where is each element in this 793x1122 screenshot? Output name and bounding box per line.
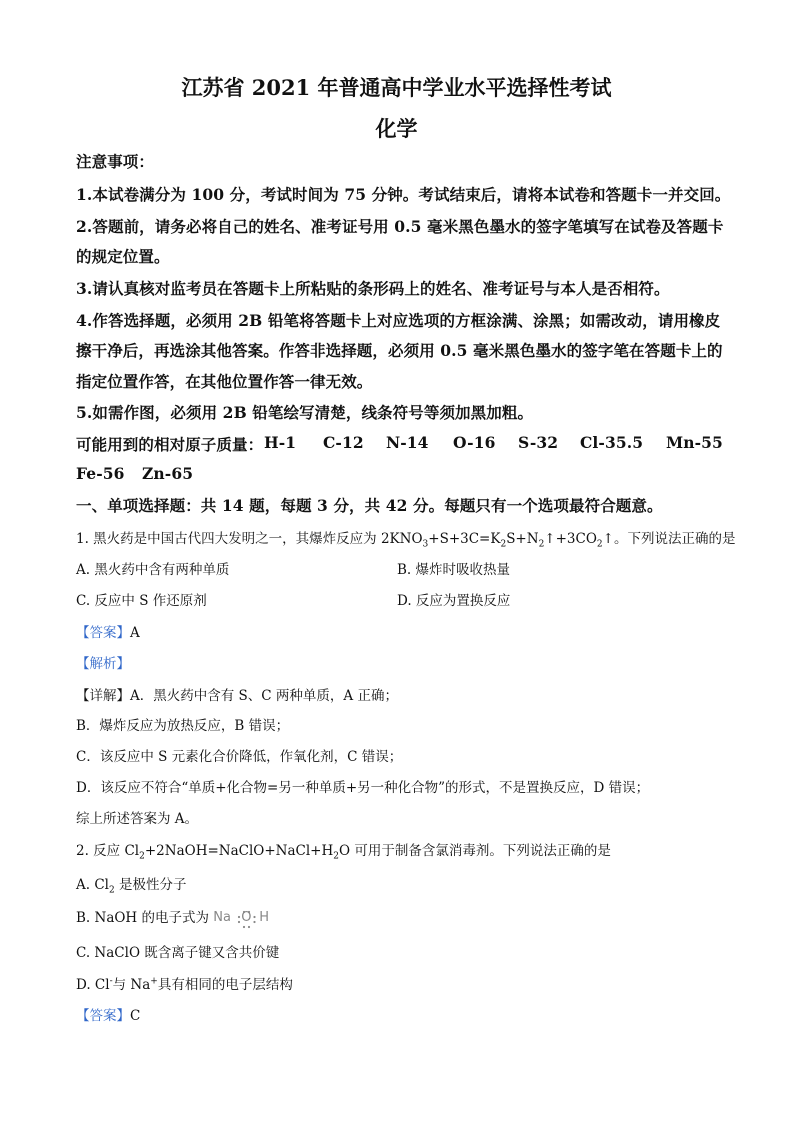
q1-summary: 综上所述答案为 A。 [76, 811, 199, 827]
mass-h: H-1 [264, 433, 297, 452]
mass-zn: Zn-65 [142, 464, 194, 483]
notes-heading: 注意事项： [76, 152, 155, 171]
atomic-mass-row2 [76, 464, 276, 486]
mass-n: N-14 [386, 433, 429, 452]
note-4: 4.作答选择题，必须用 2B 铅笔将答题卡上对应选项的方框涂满、涂黑；如需改动，请用橡皮 [76, 311, 721, 330]
q1-option-d: D. 反应为置换反应 [397, 593, 511, 609]
mass-mn: Mn-55 [666, 433, 723, 452]
q1-option-b: B. 爆炸时吸收热量 [397, 562, 511, 578]
q1-detail-a: 【详解】A．黑火药中含有 S、C 两种单质，A 正确； [76, 688, 398, 704]
atomic-mass-label: 可能用到的相对原子质量： [76, 435, 264, 454]
q1-stem: 1. 黑火药是中国古代四大发明之一，其爆炸反应为 $2KNO_3+S+3C=K_2S+N_2↑+3CO_2↑$。下列说法正确的是 [76, 531, 736, 550]
mass-s: S-32 [518, 433, 559, 452]
subject-title: 化学 [375, 116, 418, 141]
q1-detail-b: B．爆炸反应为放热反应，B 错误； [76, 718, 290, 734]
q2-option-a: A. $Cl_2$ 是极性分子 [76, 877, 187, 896]
mass-cl: Cl-35.5 [580, 433, 644, 452]
q1-option-a: A. 黑火药中含有两种单质 [76, 562, 230, 578]
q1-answer: 【答案】A [76, 625, 140, 641]
mass-o: O-16 [453, 433, 496, 452]
q2-option-b: B. NaOH 的电子式为 Na O H [76, 906, 275, 928]
q1-analysis-tag: 【解析】 [76, 656, 130, 672]
answer-tag: 【答案】 [76, 625, 130, 641]
note-2: 2.答题前，请务必将自己的姓名、准考证号用 0.5 毫米黑色墨水的签字笔填写在试卷及答题卡 [76, 217, 724, 236]
exam-title: 江苏省 2021 年普通高中学业水平选择性考试 [181, 75, 612, 100]
section-heading: 一、单项选择题：共 14 题，每题 3 分，共 42 分。每题只有一个选项最符合题意。 [76, 496, 663, 515]
q1-detail-d: D．该反应不符合“单质+化合物=另一种单质+另一种化合物”的形式，不是置换反应，D 错误； [76, 780, 650, 796]
mass-fe: Fe-56 [76, 464, 125, 483]
note-2-cont: 的规定位置。 [76, 247, 170, 266]
q2-stem: 2. 反应 $Cl_2+2NaOH=NaClO+NaCl+H_2O$ 可用于制备含氯消毒剂。下列说法正确的是 [76, 843, 611, 862]
q2-answer: 【答案】C [76, 1008, 141, 1024]
q1-option-c: C. 反应中 S 作还原剂 [76, 593, 207, 609]
q1-detail-c: C．该反应中 S 元素化合价降低，作氧化剂，C 错误； [76, 749, 403, 765]
note-4-cont2: 指定位置作答，在其他位置作答一律无效。 [76, 372, 373, 391]
q2-option-c: C. NaClO 既含离子键又含共价键 [76, 945, 280, 961]
q2-option-d: D. Cl-与 Na+具有相同的电子层结构 [76, 976, 293, 993]
atomic-mass-row1 [76, 433, 726, 455]
note-4-cont1: 擦干净后，再选涂其他答案。作答非选择题，必须用 0.5 毫米黑色墨水的签字笔在答题卡上的 [76, 341, 723, 360]
note-1: 1.本试卷满分为 100 分，考试时间为 75 分钟。考试结束后，请将本试卷和答题卡一并交回。 [76, 185, 731, 204]
mass-c: C-12 [323, 433, 364, 452]
note-3: 3.请认真核对监考员在答题卡上所粘贴的条形码上的姓名、准考证号与本人是否相符。 [76, 279, 670, 298]
note-5: 5.如需作图，必须用 2B 铅笔绘写清楚，线条符号等须加黑加粗。 [76, 403, 534, 422]
electron-formula: Na O H [213, 910, 275, 928]
